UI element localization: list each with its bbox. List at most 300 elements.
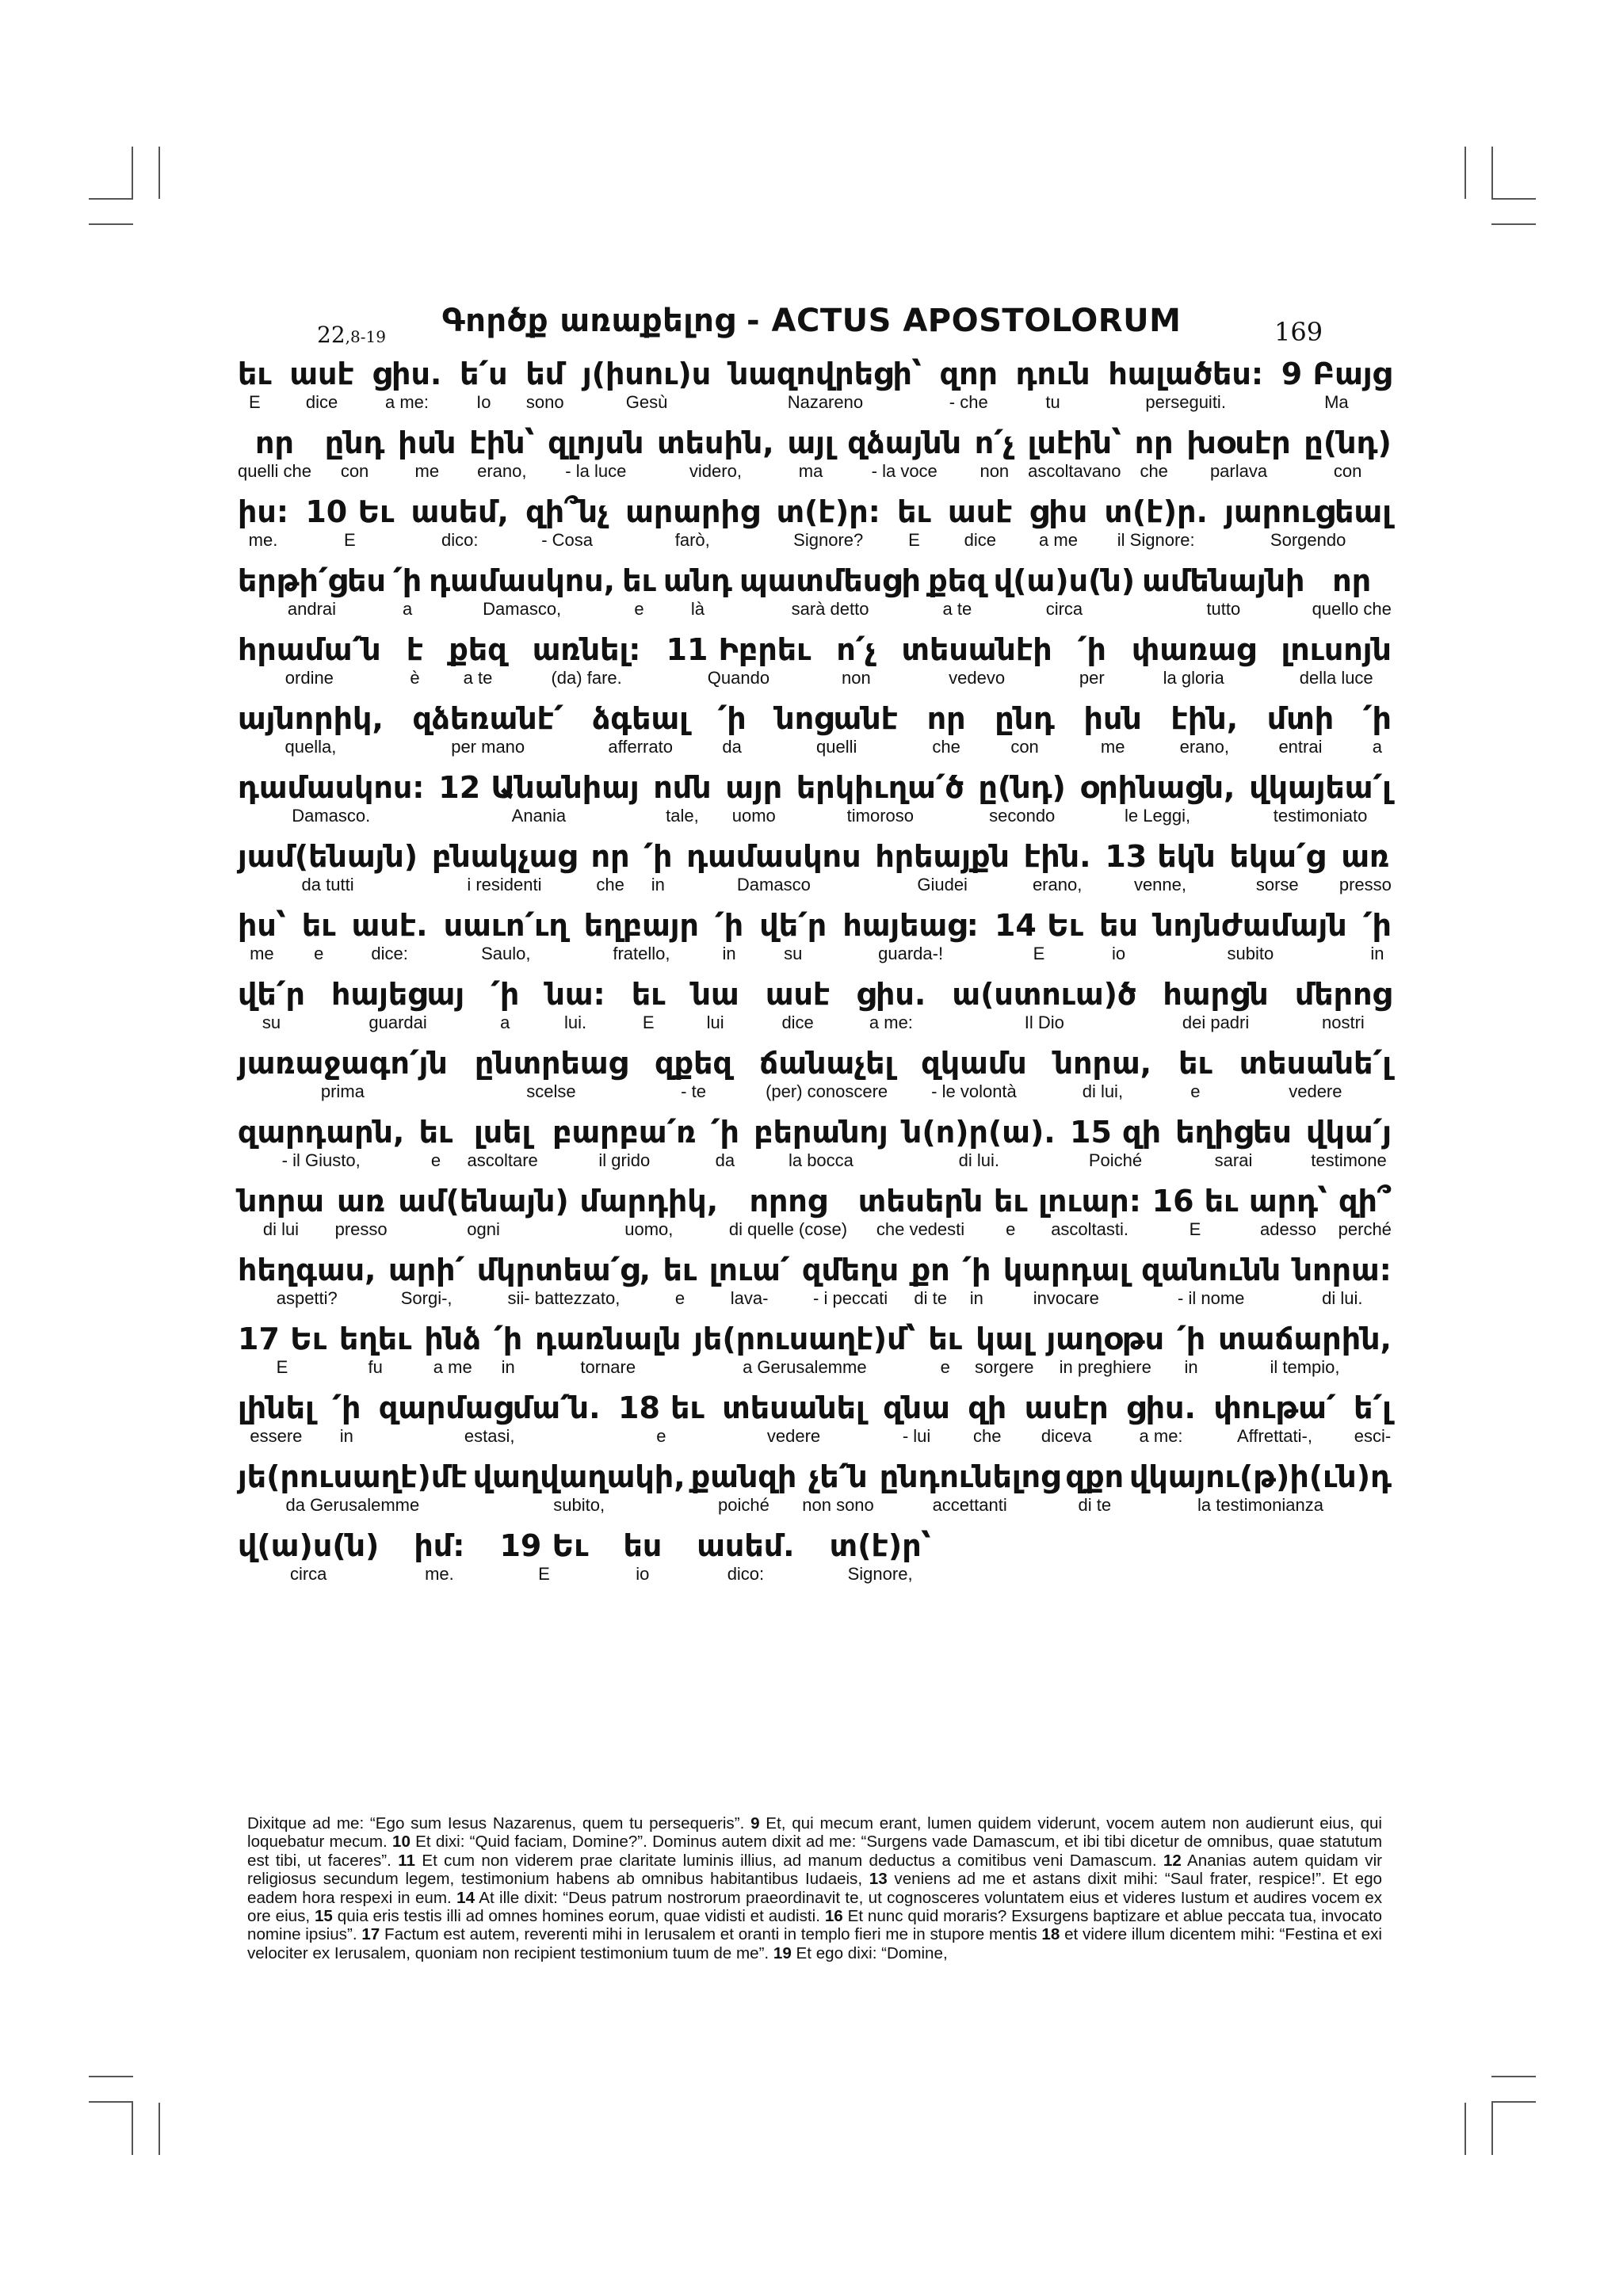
interlinear-line	[238, 769, 1392, 837]
word-pair	[1066, 1458, 1125, 1515]
italian-gloss: erano,	[1032, 875, 1083, 894]
italian-gloss: dico:	[441, 530, 479, 550]
italian-gloss: me.	[425, 1564, 454, 1584]
italian-gloss: di lui,	[1082, 1081, 1124, 1101]
armenian-word: յե(րուսաղէ)մէ	[238, 1459, 468, 1494]
italian-gloss: - il Giusto,	[281, 1150, 361, 1170]
armenian-word: յառաջագո՛յն	[238, 1046, 448, 1081]
word-pair	[655, 1044, 732, 1101]
armenian-word: զլոյսն	[548, 425, 644, 460]
armenian-word: զձեռանէ՛	[412, 701, 563, 736]
armenian-word: ասէ	[289, 357, 354, 391]
interlinear-line	[238, 975, 1392, 1044]
italian-gloss: circa	[289, 1564, 327, 1584]
word-pair	[1003, 1251, 1129, 1308]
word-pair	[1281, 631, 1392, 688]
word-pair	[729, 1182, 847, 1239]
armenian-word: մերոց	[1294, 977, 1392, 1012]
italian-gloss: guardai	[369, 1013, 427, 1032]
armenian-word: եկա՛ց	[1229, 839, 1326, 874]
armenian-word: լուար:	[1038, 1184, 1141, 1219]
word-pair	[238, 562, 386, 619]
armenian-word: ասեմ,	[411, 494, 509, 529]
italian-gloss: che vedesti	[876, 1219, 965, 1239]
italian-gloss: sarà detto	[791, 599, 869, 619]
italian-gloss: afferrato	[608, 737, 673, 757]
word-pair	[968, 1389, 1006, 1446]
latin-text: At ille dixit: “Deus patrum nostrorum praeordinavit te, ut cognosceres voluntatem eius et videres Iustum et audires vocem ex ore eius,	[247, 1888, 1382, 1926]
interlinear-line	[238, 837, 1392, 906]
word-pair	[830, 1527, 931, 1584]
word-pair	[796, 769, 964, 826]
armenian-word: ընդունելոց	[879, 1459, 1060, 1494]
word-pair	[788, 424, 834, 481]
italian-gloss: Gesù	[625, 392, 668, 412]
italian-gloss: e	[634, 599, 644, 619]
armenian-word: զքո	[1065, 1459, 1125, 1494]
word-pair	[1239, 1044, 1392, 1101]
armenian-word: ը(նդ)	[978, 770, 1066, 805]
armenian-word: յաղօթս	[1046, 1322, 1165, 1356]
armenian-word: ը(նդ)	[1304, 425, 1392, 460]
armenian-word: ցիս	[1029, 494, 1088, 529]
italian-gloss: a me:	[1139, 1426, 1183, 1446]
italian-gloss: quelli che	[238, 461, 311, 481]
italian-gloss: nostri	[1322, 1013, 1365, 1032]
word-pair	[928, 562, 986, 619]
word-pair	[1054, 1044, 1151, 1101]
word-pair	[994, 562, 1135, 619]
word-pair	[1170, 700, 1238, 757]
italian-gloss: perseguiti.	[1145, 392, 1226, 412]
armenian-word: ասէ	[765, 977, 831, 1012]
armenian-word: իսն	[398, 425, 456, 460]
word-pair	[525, 355, 564, 412]
italian-gloss: - lui	[902, 1426, 931, 1446]
armenian-word: իմ:	[414, 1528, 465, 1563]
armenian-word: ցիս.	[372, 357, 442, 391]
italian-gloss: lui	[706, 1013, 724, 1032]
italian-gloss: per mano	[451, 737, 525, 757]
word-pair	[305, 493, 394, 550]
armenian-word: տեսերն	[857, 1184, 983, 1219]
armenian-word: նոյնժամայն	[1154, 908, 1347, 943]
armenian-word: 10 Եւ	[305, 494, 395, 529]
word-pair	[663, 1251, 697, 1308]
word-pair	[388, 1251, 464, 1308]
armenian-word: լսէին՝	[1027, 425, 1121, 460]
italian-gloss: scelse	[526, 1081, 576, 1101]
italian-gloss: Signore?	[793, 530, 864, 550]
word-pair	[584, 906, 699, 963]
italian-gloss: non	[842, 668, 871, 688]
armenian-word: վկայու(թ)ի(ւն)դ	[1129, 1459, 1392, 1494]
latin-text: Dixitque ad me: “Ego sum Iesus Nazarenus, quem tu persequeris”.	[247, 1814, 751, 1833]
italian-gloss: circa	[1045, 599, 1083, 619]
interlinear-line	[238, 1182, 1392, 1251]
word-pair	[325, 424, 385, 481]
italian-gloss: a me:	[384, 392, 429, 412]
italian-gloss: le Leggi,	[1124, 806, 1191, 826]
word-pair	[754, 1113, 888, 1170]
italian-gloss: da	[715, 1150, 735, 1170]
word-pair	[715, 906, 743, 963]
armenian-word: ՛ի	[494, 1322, 523, 1356]
italian-gloss: a	[1372, 737, 1382, 757]
word-pair	[653, 769, 711, 826]
crop-mark	[1491, 2076, 1536, 2077]
word-pair	[582, 355, 711, 412]
italian-gloss: Io	[476, 392, 491, 412]
italian-gloss: - la luce	[565, 461, 627, 481]
word-pair	[1141, 1251, 1281, 1308]
word-pair	[302, 906, 336, 963]
armenian-word: եւ	[631, 977, 666, 1012]
italian-gloss: invocare	[1033, 1288, 1099, 1308]
armenian-word: բնակչաց	[431, 839, 577, 874]
italian-gloss: erano,	[477, 461, 527, 481]
crop-mark	[1465, 147, 1466, 199]
armenian-word: արդ՝	[1249, 1184, 1327, 1219]
word-pair	[545, 975, 605, 1032]
word-pair	[407, 631, 423, 688]
armenian-word: էին.	[1023, 839, 1091, 874]
armenian-word: որ	[926, 701, 966, 736]
italian-gloss: me	[250, 944, 274, 963]
armenian-word: ամենայնի	[1142, 563, 1305, 598]
armenian-word: ասէր	[1024, 1390, 1109, 1425]
latin-text: Et cum non viderem prae claritate luminis illius, ad manum deductus a comitibus veni Damascum.	[414, 1851, 1163, 1870]
word-pair	[709, 1251, 790, 1308]
word-pair	[903, 1113, 1056, 1170]
armenian-word: քանզի	[690, 1459, 797, 1494]
word-pair	[1224, 493, 1392, 550]
armenian-word: հալածես:	[1108, 357, 1264, 391]
interlinear-line	[238, 906, 1392, 975]
armenian-word: ՛ի	[1362, 701, 1392, 736]
italian-gloss: tu	[1045, 392, 1060, 412]
armenian-word: իս՝	[238, 908, 286, 943]
crop-mark	[1491, 198, 1536, 200]
word-pair	[729, 355, 922, 412]
word-pair	[857, 975, 926, 1032]
armenian-word: խօսէր	[1186, 425, 1291, 460]
interlinear-line	[238, 562, 1392, 631]
italian-gloss: testimone	[1311, 1150, 1387, 1170]
armenian-word: ես	[623, 1528, 663, 1563]
armenian-word: եղեւ	[338, 1322, 412, 1356]
word-pair	[238, 1113, 404, 1170]
armenian-word: եւ	[622, 563, 656, 598]
latin-text: Factum est autem, reverenti mihi in Ierusalem et oranti in templo fieri me in stupore mentis	[380, 1925, 1042, 1944]
chapter-number: 22	[317, 322, 346, 348]
word-pair	[468, 1113, 538, 1170]
word-pair	[429, 562, 615, 619]
word-pair	[238, 1389, 315, 1446]
word-pair	[1028, 424, 1121, 481]
word-pair	[1249, 769, 1392, 826]
armenian-word: 17 Եւ	[238, 1322, 327, 1356]
crop-mark	[132, 2103, 133, 2155]
word-pair	[525, 493, 609, 550]
word-pair	[1135, 424, 1174, 481]
word-pair	[686, 837, 861, 894]
armenian-word: արի՛	[388, 1253, 465, 1287]
italian-gloss: ascoltare	[467, 1150, 538, 1170]
word-pair	[802, 1251, 899, 1308]
word-pair	[449, 631, 506, 688]
armenian-word: անդ	[663, 563, 732, 598]
italian-gloss: della luce	[1299, 668, 1373, 688]
italian-gloss: di lui	[262, 1219, 300, 1239]
italian-gloss: su	[784, 944, 803, 963]
italian-gloss: erano,	[1179, 737, 1229, 757]
italian-gloss: e	[430, 1150, 441, 1170]
italian-gloss: poiché	[718, 1495, 769, 1515]
armenian-word: նա	[691, 977, 739, 1012]
armenian-word: դամասկոս	[686, 839, 861, 874]
italian-gloss: guarda-!	[878, 944, 944, 963]
word-pair	[759, 906, 827, 963]
italian-gloss: dice:	[371, 944, 408, 963]
italian-gloss: - la voce	[871, 461, 938, 481]
word-pair	[1126, 1389, 1196, 1446]
word-pair	[847, 424, 961, 481]
crop-mark	[1491, 147, 1493, 199]
word-pair	[883, 1389, 950, 1446]
interlinear-line	[238, 1458, 1392, 1527]
latin-text: veniens ad me et astans dixit mihi: “Saul frater, respice!”. Et ego eadem hora respexi in eum.	[247, 1870, 1383, 1907]
italian-gloss: con	[340, 461, 369, 481]
italian-gloss: E	[248, 392, 261, 412]
word-pair	[1084, 700, 1142, 757]
italian-gloss: secondo	[989, 806, 1056, 826]
italian-gloss: e	[314, 944, 324, 963]
word-pair	[238, 1458, 468, 1515]
word-pair	[875, 837, 1010, 894]
armenian-word: ա(ստուա)ծ	[952, 977, 1137, 1012]
word-pair	[1186, 424, 1290, 481]
latin-text: Et ego dixi: “Domine,	[791, 1943, 948, 1962]
word-pair	[975, 424, 1014, 481]
word-pair	[1312, 562, 1392, 619]
armenian-word: հայեաց:	[842, 908, 979, 943]
word-pair	[842, 906, 978, 963]
word-pair	[411, 493, 509, 550]
word-pair	[1267, 700, 1334, 757]
armenian-word: դուն	[1015, 357, 1090, 391]
word-pair	[1154, 906, 1347, 963]
word-pair	[339, 1320, 411, 1377]
word-pair	[777, 493, 880, 550]
italian-gloss: essere	[250, 1426, 303, 1446]
italian-gloss: ordine	[285, 668, 334, 688]
armenian-word: ՛ի	[332, 1390, 361, 1425]
armenian-word: իս:	[238, 494, 289, 529]
word-pair	[331, 975, 464, 1032]
armenian-word: ցիս.	[856, 977, 926, 1012]
word-pair	[238, 355, 272, 412]
word-pair	[836, 631, 876, 688]
word-pair	[725, 769, 782, 826]
italian-gloss: - il nome	[1178, 1288, 1245, 1308]
armenian-word: ե՛լ	[1354, 1390, 1392, 1425]
armenian-word: մարդիկ,	[579, 1184, 719, 1219]
crop-mark	[1491, 223, 1536, 225]
italian-gloss: a Gerusalemme	[743, 1357, 867, 1377]
armenian-word: ՛ի	[1077, 632, 1106, 667]
armenian-word: զոր	[939, 357, 998, 391]
latin-text: et videre illum dicentem mihi: “Festina et exi velociter ex Ierusalem, quoniam non recipient testimonium tuum de me”.	[247, 1925, 1382, 1962]
crop-mark	[89, 2076, 133, 2077]
armenian-word: զանունն	[1141, 1253, 1281, 1287]
italian-gloss: adesso	[1260, 1219, 1316, 1239]
armenian-word: հրեայքն	[875, 839, 1010, 874]
italian-gloss: da Gerusalemme	[285, 1495, 420, 1515]
armenian-word: չե՛ն	[808, 1459, 868, 1494]
italian-gloss: il tempio,	[1270, 1357, 1340, 1377]
italian-gloss: a te	[463, 668, 493, 688]
armenian-word: եւ	[897, 494, 931, 529]
latin-text: quia eris testis illi ad omnes homines eorum, quae vidisti et audisti.	[332, 1907, 825, 1926]
italian-gloss: me	[414, 461, 440, 481]
armenian-word: եւ	[301, 908, 336, 943]
armenian-word: հայեցայ	[331, 977, 465, 1012]
word-pair	[238, 493, 288, 550]
word-pair	[1338, 1182, 1392, 1239]
word-pair	[499, 1527, 588, 1584]
armenian-word: ո՛չ	[836, 632, 876, 667]
word-pair	[775, 700, 898, 757]
latin-text-block	[247, 1814, 1382, 1962]
word-pair	[802, 1458, 874, 1515]
italian-gloss: Giudei	[917, 875, 968, 894]
armenian-word: լինել	[238, 1390, 315, 1425]
italian-gloss: dice	[305, 392, 338, 412]
word-pair	[618, 1389, 705, 1446]
armenian-word: ՛ի	[962, 1253, 991, 1287]
armenian-word: յարուցեալ	[1224, 494, 1392, 529]
word-pair	[1363, 700, 1392, 757]
italian-gloss: subito	[1227, 944, 1274, 963]
word-pair	[1229, 837, 1325, 894]
word-pair	[880, 1458, 1060, 1515]
italian-gloss: là	[690, 599, 705, 619]
armenian-word: նազովրեցի՝	[728, 357, 922, 391]
armenian-word: ՛ի	[715, 908, 744, 943]
word-pair	[469, 424, 534, 481]
armenian-word: տ(է)ր՝	[829, 1528, 931, 1563]
italian-gloss: ma	[798, 461, 823, 481]
italian-gloss: presso	[334, 1219, 388, 1239]
word-pair	[592, 700, 688, 757]
italian-gloss: lava-	[730, 1288, 769, 1308]
crop-mark	[89, 198, 133, 200]
armenian-word: տաճարին,	[1218, 1322, 1392, 1356]
italian-gloss: di te	[1078, 1495, 1112, 1515]
italian-gloss: a me	[433, 1357, 472, 1377]
word-pair	[623, 1527, 662, 1584]
italian-gloss: Quando	[707, 668, 770, 688]
armenian-word: հրամա՛ն	[238, 632, 381, 667]
word-pair	[238, 1527, 379, 1584]
armenian-word: եւ	[238, 357, 272, 391]
word-pair	[238, 769, 425, 826]
italian-gloss: Il Dio	[1024, 1013, 1064, 1032]
word-pair	[1029, 493, 1087, 550]
armenian-word: զարդարն,	[238, 1115, 405, 1150]
word-pair	[948, 493, 1013, 550]
italian-gloss: parlava	[1209, 461, 1268, 481]
interlinear-text	[238, 355, 1392, 1596]
word-pair	[692, 975, 739, 1032]
italian-gloss: a me	[1039, 530, 1078, 550]
armenian-word: ես	[1099, 908, 1138, 943]
italian-gloss: che	[932, 737, 960, 757]
armenian-word: 18 եւ	[618, 1390, 705, 1425]
armenian-word: այնորիկ,	[238, 701, 384, 736]
italian-gloss: Affrettati-,	[1237, 1426, 1312, 1446]
armenian-word: վե՛ր	[238, 977, 305, 1012]
word-pair	[1304, 424, 1391, 481]
word-pair	[693, 1320, 915, 1377]
word-pair	[622, 562, 656, 619]
word-pair	[1175, 1113, 1291, 1170]
armenian-word: բերանոյ	[754, 1115, 888, 1150]
armenian-word: վկայեա՛լ	[1249, 770, 1392, 805]
italian-gloss: in	[501, 1357, 515, 1377]
italian-gloss: con	[1333, 461, 1362, 481]
word-pair	[238, 1320, 327, 1377]
armenian-word: փութա՛	[1213, 1390, 1336, 1425]
word-pair	[238, 1044, 448, 1101]
interlinear-line	[238, 1389, 1392, 1458]
armenian-word: որ	[1332, 563, 1372, 598]
armenian-word: պատմեսցի	[739, 563, 921, 598]
word-pair	[1177, 1320, 1205, 1377]
word-pair	[911, 1251, 950, 1308]
italian-gloss: Damasco.	[292, 806, 371, 826]
armenian-word: 11 Իբրեւ	[666, 632, 812, 667]
italian-gloss: il grido	[598, 1150, 651, 1170]
word-pair	[552, 1113, 696, 1170]
armenian-word: բարբա՛ռ	[552, 1115, 697, 1150]
italian-gloss: sono	[525, 392, 564, 412]
word-pair	[921, 1044, 1026, 1101]
armenian-word: նորա,	[1053, 1046, 1152, 1081]
word-pair	[419, 1113, 453, 1170]
italian-gloss: in	[722, 944, 736, 963]
word-pair	[438, 769, 639, 826]
armenian-word: ընտրեաց	[474, 1046, 628, 1081]
armenian-word: դառնալն	[535, 1322, 682, 1356]
italian-gloss: e	[674, 1288, 685, 1308]
italian-gloss: e	[1190, 1081, 1201, 1101]
interlinear-line	[238, 1113, 1392, 1182]
italian-gloss: aspetti?	[276, 1288, 338, 1308]
italian-gloss: uomo	[731, 806, 776, 826]
armenian-word: լուա՛	[708, 1253, 790, 1287]
italian-gloss: - te	[681, 1081, 706, 1101]
word-pair	[979, 769, 1066, 826]
armenian-word: ասեմ.	[697, 1528, 795, 1563]
armenian-word: քո	[911, 1253, 950, 1287]
word-pair	[666, 631, 812, 688]
italian-gloss: quello che	[1312, 599, 1392, 619]
word-pair	[393, 562, 422, 619]
armenian-word: որ	[590, 839, 630, 874]
word-pair	[1105, 837, 1215, 894]
